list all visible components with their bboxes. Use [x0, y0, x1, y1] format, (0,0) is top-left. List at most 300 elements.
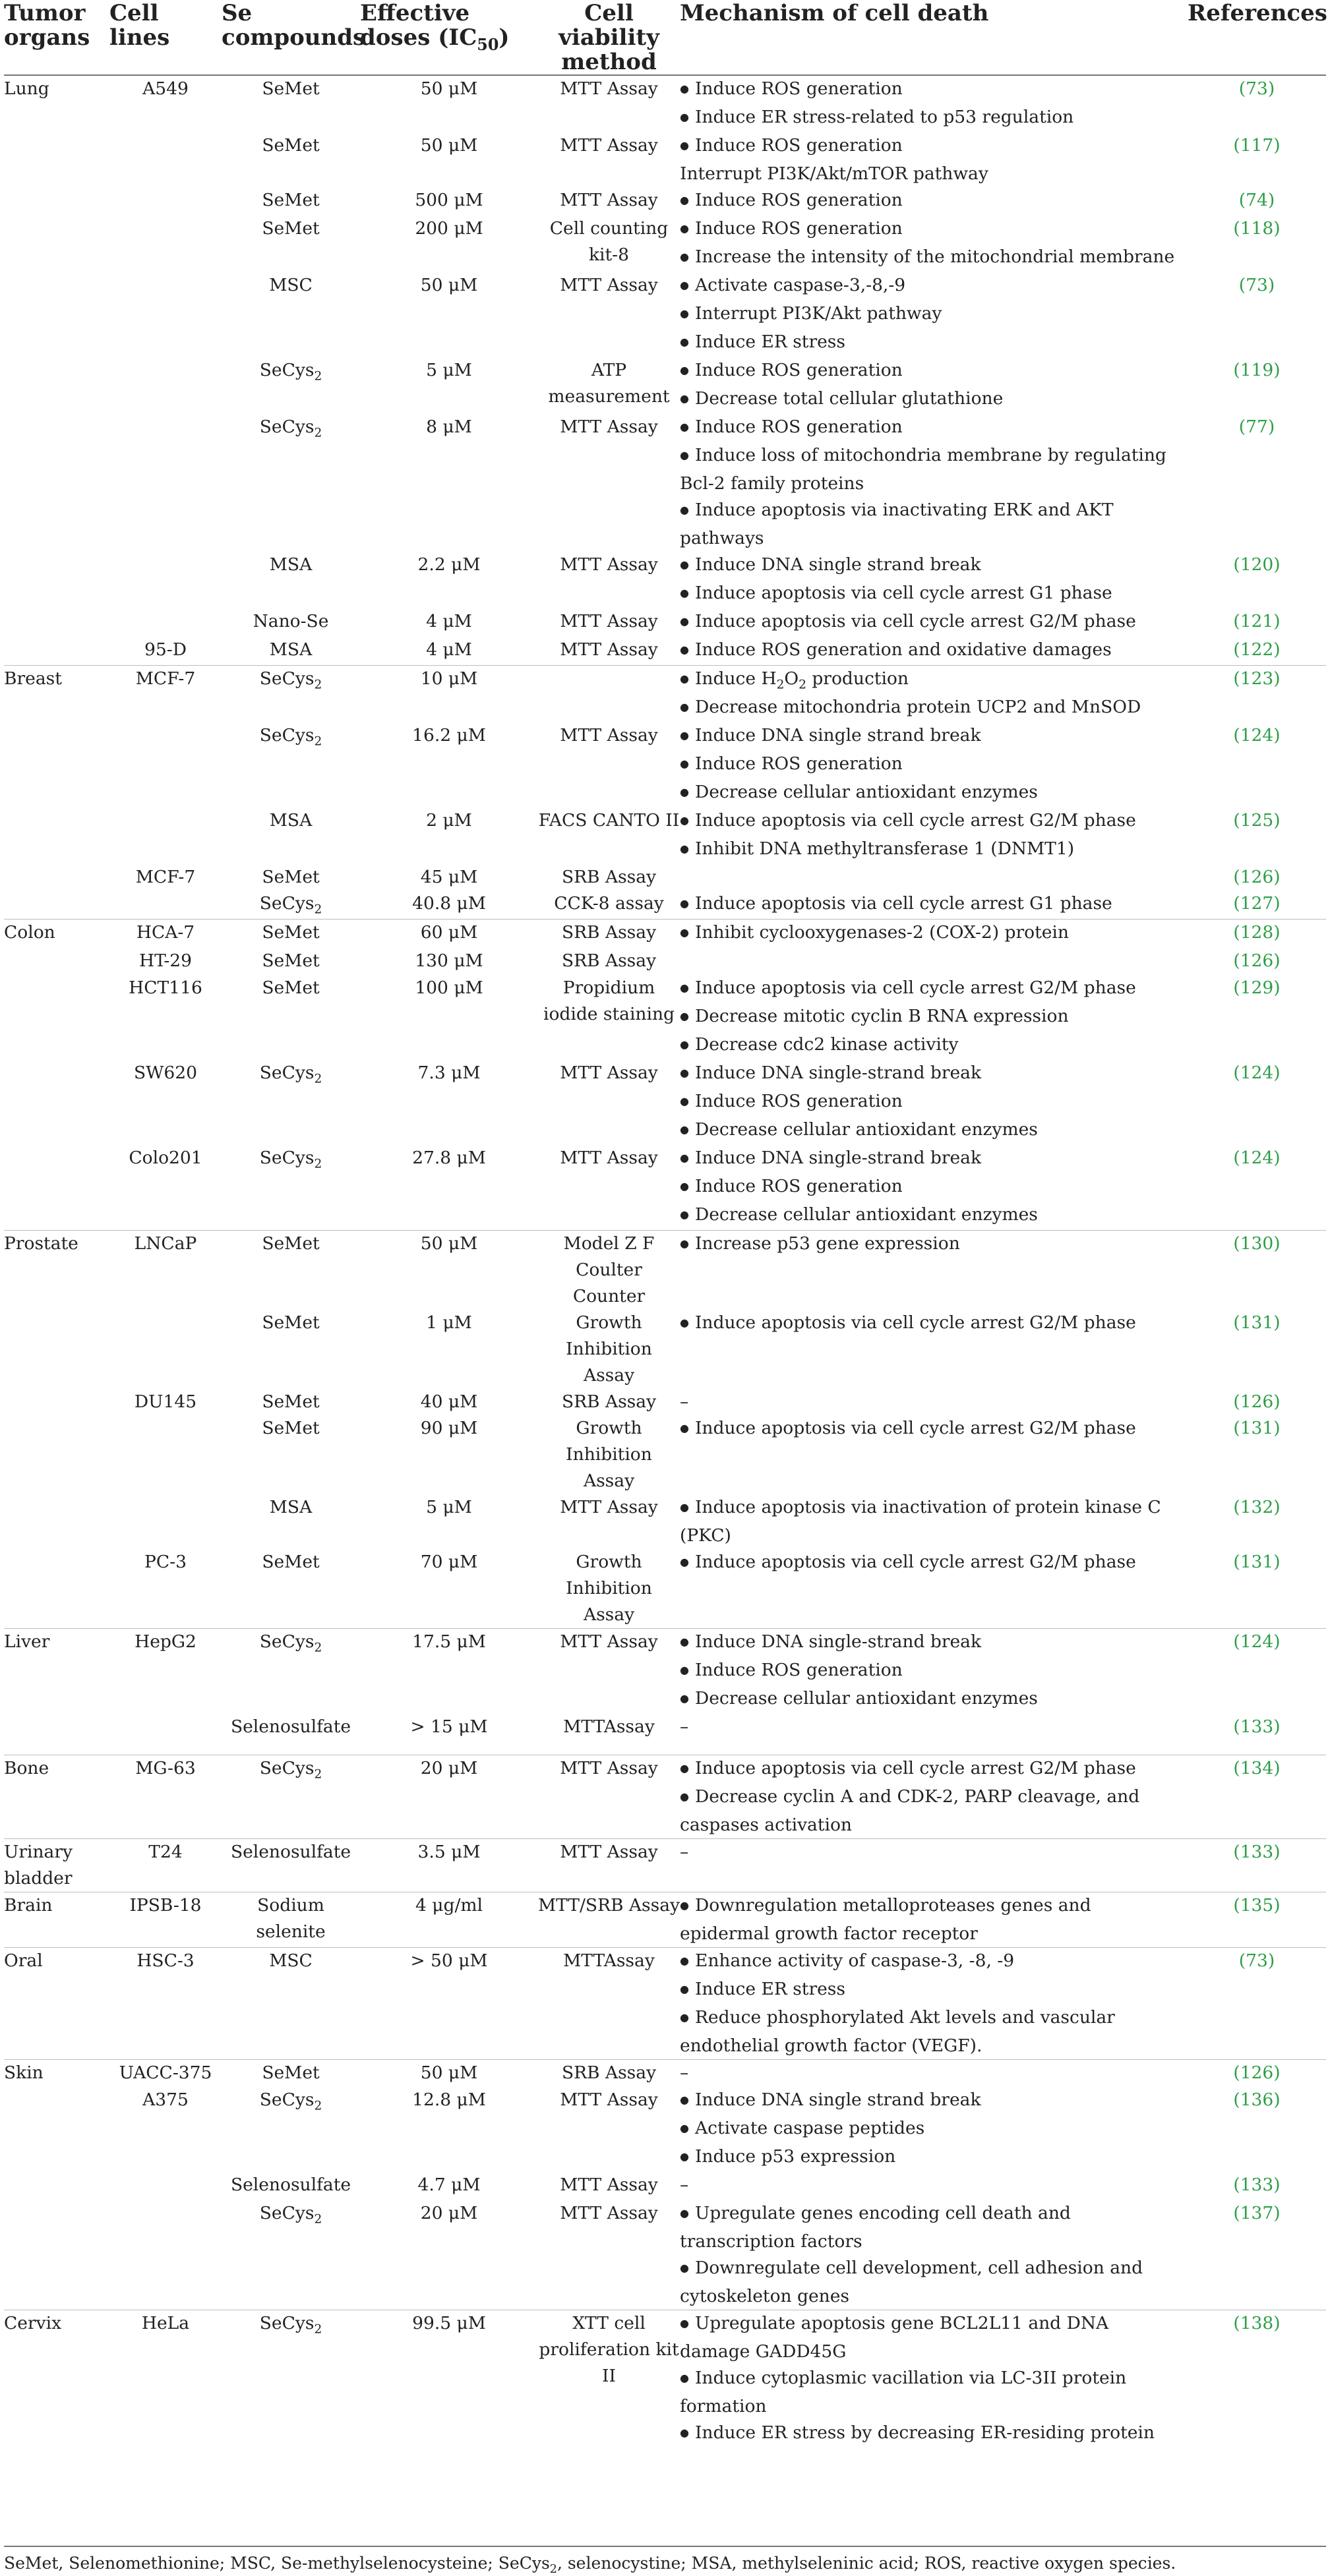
cell-mechanism — [680, 2059, 1188, 2087]
cell-effective-dose: 16.2 μM — [412, 725, 486, 746]
mechanism-item: ● Induce apoptosis via cell cycle arrest G1 phase — [680, 891, 1181, 919]
cell-viability-method: MTT Assay — [560, 1063, 658, 1083]
table-row — [4, 637, 1326, 666]
mechanism-item: ● Induce DNA single strand break — [680, 2087, 1181, 2115]
cell-reference-link[interactable]: (126) — [1233, 951, 1281, 971]
cell-mechanism — [680, 2200, 1188, 2310]
cell-se-compound: SeMet — [262, 1418, 320, 1438]
cell-mechanism — [680, 891, 1188, 920]
cell-cell-line: PC-3 — [144, 1552, 187, 1572]
cell-effective-dose: 5 μM — [426, 360, 472, 380]
table-body — [4, 75, 1326, 2448]
cell-effective-dose: 2.2 μM — [417, 554, 481, 575]
cell-effective-dose: 99.5 μM — [360, 2310, 538, 2449]
cell-cell-line — [109, 1714, 222, 1755]
table-row — [4, 2310, 1326, 2449]
table-row — [4, 864, 1326, 891]
header-effective-doses: Effective doses $(IC_{50})$ — [360, 0, 538, 75]
table-row — [4, 1415, 1326, 1494]
cell-viability-method: SRB Assay — [538, 920, 680, 949]
cell-reference-link[interactable]: (133) — [1233, 2175, 1281, 2195]
cell-reference-link[interactable]: (77) — [1238, 417, 1275, 437]
cell-tumor-organ — [4, 552, 109, 608]
cell-cell-line: HCT116 — [129, 978, 202, 998]
table-row — [4, 1755, 1326, 1838]
mechanism-item: Interrupt PI3K/Akt/mTOR pathway — [680, 163, 988, 184]
cell-tumor-organ — [4, 216, 109, 272]
mechanism-item: ● Upregulate genes encoding cell death and transcription factors — [680, 2200, 1181, 2255]
cell-effective-dose: 40.8 μM — [412, 893, 486, 914]
cell-effective-dose: 8 μM — [426, 417, 472, 437]
cell-reference-link[interactable]: (131) — [1233, 1418, 1281, 1438]
cell-cell-line: UACC-375 — [109, 2059, 222, 2087]
cell-effective-dose: 45 μM — [420, 867, 478, 887]
cell-tumor-organ — [4, 1145, 109, 1231]
cell-viability-method: XTT cell proliferation kit II — [538, 2310, 680, 2449]
cell-cell-line: SW620 — [134, 1063, 197, 1083]
table-row — [4, 132, 1326, 187]
cell-viability-method: Growth Inhibition Assay — [566, 1418, 652, 1491]
mechanism-item: ● Induce apoptosis via cell cycle arrest G2/M phase — [680, 1310, 1181, 1338]
cell-reference-link[interactable]: (124) — [1233, 1063, 1281, 1083]
cell-mechanism — [680, 1714, 1188, 1755]
cell-tumor-organ: Urinary bladder — [4, 1838, 109, 1892]
table-row — [4, 1892, 1326, 1947]
cell-cell-line: HCA-7 — [109, 920, 222, 949]
cell-viability-method: MTTAssay — [538, 1947, 680, 2059]
cell-se-compound: SeMet — [262, 978, 320, 998]
cell-tumor-organ — [4, 1415, 109, 1494]
cell-effective-dose: 50 μM — [420, 275, 478, 295]
cell-tumor-organ — [4, 2200, 109, 2310]
mechanism-item: ● Induce ER stress-related to p53 regulation — [680, 104, 1181, 132]
cell-tumor-organ: Oral — [4, 1947, 109, 2059]
table-footnote: SeMet, Selenomethionine; MSC, Se-methylselenocysteine; SeCys$_2$, selenocystine; MSA, methylseleninic acid; ROS, reactive oxygen species. — [4, 2546, 1326, 2573]
mechanism-item: ● Induce apoptosis via cell cycle arrest G2/M phase — [680, 975, 1181, 1003]
cell-mechanism — [680, 1415, 1188, 1494]
mechanism-item: ● Decrease cellular antioxidant enzymes — [680, 779, 1181, 807]
cell-viability-method: MTT Assay — [560, 639, 658, 660]
cell-effective-dose: 27.8 μM — [412, 1148, 486, 1168]
table-row — [4, 1231, 1326, 1310]
mechanism-item: ● Induce ROS generation — [680, 187, 1181, 216]
cell-mechanism — [680, 722, 1188, 807]
mechanism-item: ● Induce cytoplasmic vacillation via LC-3II protein formation — [680, 2365, 1181, 2420]
cell-viability-method: SRB Assay — [561, 867, 657, 887]
mechanism-item: ● Induce ROS generation — [680, 751, 1181, 779]
table-row — [4, 357, 1326, 414]
header-se-compounds: Se compounds — [222, 0, 360, 75]
mechanism-item: ● Decrease total cellular glutathione — [680, 386, 1181, 414]
cell-reference-link[interactable]: (134) — [1188, 1755, 1326, 1838]
cell-reference-link[interactable]: (131) — [1233, 1312, 1281, 1333]
cell-tumor-organ: Skin — [4, 2059, 109, 2087]
cell-reference-link[interactable]: (124) — [1233, 725, 1281, 746]
cell-reference-link[interactable]: (124) — [1233, 1148, 1281, 1168]
cell-se-compound: Selenosulfate — [230, 2175, 351, 2195]
cell-cell-line: HSC-3 — [109, 1947, 222, 2059]
table-row — [4, 920, 1326, 949]
cell-cell-line — [109, 272, 222, 357]
mechanism-item: ● Activate caspase-3,-8,-9 — [680, 272, 1181, 301]
cell-effective-dose: 7.3 μM — [417, 1063, 481, 1083]
cell-se-compound: SeMet — [222, 920, 360, 949]
cell-effective-dose: > 50 μM — [360, 1947, 538, 2059]
table-row — [4, 187, 1326, 216]
table-row — [4, 1947, 1326, 2059]
cell-viability-method: MTT Assay — [560, 554, 658, 575]
cell-reference-link[interactable]: (119) — [1233, 360, 1281, 380]
cell-tumor-organ — [4, 637, 109, 666]
cell-mechanism — [680, 864, 1188, 891]
table-row — [4, 2059, 1326, 2087]
table-row — [4, 2200, 1326, 2310]
header-tumor-organs: Tumor organs — [4, 0, 109, 75]
cell-viability-method: Propidium iodide staining — [543, 978, 675, 1024]
mechanism-item: ● Decrease cyclin A and CDK-2, PARP cleavage, and caspases activation — [680, 1784, 1181, 1838]
mechanism-item: ● Induce apoptosis via inactivation of protein kinase C (PKC) — [680, 1494, 1181, 1549]
cell-effective-dose: 4.7 μM — [417, 2175, 481, 2195]
table-row — [4, 1145, 1326, 1231]
cell-mechanism — [680, 132, 1188, 187]
cell-viability-method: SRB Assay — [561, 951, 657, 971]
cell-effective-dose: 1 μM — [426, 1312, 472, 1333]
cell-viability-method: Growth Inhibition Assay — [566, 1312, 652, 1386]
cell-mechanism — [680, 357, 1188, 414]
header-references: References — [1188, 0, 1326, 75]
cell-tumor-organ: Colon — [4, 920, 109, 949]
cell-reference-link[interactable]: (123) — [1188, 666, 1326, 723]
table-row — [4, 1629, 1326, 1714]
cell-tumor-organ — [4, 722, 109, 807]
cell-mechanism — [680, 1947, 1188, 2059]
cell-reference-link[interactable]: (127) — [1233, 893, 1281, 914]
cell-effective-dose: 130 μM — [415, 951, 483, 971]
table-row — [4, 1389, 1326, 1415]
mechanism-item: ● Decrease mitotic cyclin B RNA expression — [680, 1003, 1181, 1032]
cell-reference-link[interactable]: (137) — [1233, 2203, 1281, 2223]
mechanism-item: ● Induce ROS generation — [680, 1657, 1181, 1685]
cell-effective-dose: 2 μM — [426, 810, 472, 831]
table-row — [4, 666, 1326, 723]
cell-effective-dose: 200 μM — [415, 218, 483, 239]
cell-reference-link[interactable]: (138) — [1188, 2310, 1326, 2449]
cell-mechanism — [680, 187, 1188, 216]
mechanism-item: ● Induce ROS generation — [680, 357, 1181, 386]
cell-reference-link[interactable]: (133) — [1233, 1716, 1281, 1737]
cell-se-compound: SeMet — [262, 1312, 320, 1333]
header-mechanism: Mechanism of cell death — [680, 0, 1188, 75]
table-row — [4, 948, 1326, 975]
cell-se-compound: Selenosulfate — [230, 1716, 351, 1737]
cell-tumor-organ: Bone — [4, 1755, 109, 1838]
cell-tumor-organ — [4, 1494, 109, 1549]
header-row — [4, 0, 1326, 75]
table-row — [4, 216, 1326, 272]
cell-reference-link[interactable]: (73) — [1188, 75, 1326, 132]
cell-mechanism — [680, 1892, 1188, 1947]
cell-mechanism — [680, 75, 1188, 132]
cell-effective-dose: 10 μM — [360, 666, 538, 723]
table-row — [4, 1549, 1326, 1629]
cell-mechanism — [680, 1310, 1188, 1389]
cell-effective-dose: 4 μg/ml — [360, 1892, 538, 1947]
cell-mechanism — [680, 637, 1188, 666]
mechanism-item: ● Decrease cellular antioxidant enzymes — [680, 1202, 1181, 1230]
cell-viability-method: MTT Assay — [538, 1629, 680, 1714]
mechanism-item: ● Induce ER stress — [680, 1976, 1181, 2005]
cell-tumor-organ — [4, 1060, 109, 1145]
cell-mechanism — [680, 216, 1188, 272]
cell-tumor-organ: Lung — [4, 75, 109, 132]
mechanism-item: ● Downregulate cell development, cell adhesion and cytoskeleton genes — [680, 2255, 1181, 2310]
cell-se-compound: SeCys$_2$ — [259, 1148, 322, 1171]
header-cell-lines: Cell lines — [109, 0, 222, 75]
cell-mechanism — [680, 1060, 1188, 1145]
cell-se-compound: SeMet — [222, 1231, 360, 1310]
cell-reference-link[interactable]: (131) — [1233, 1552, 1281, 1572]
table-row — [4, 1494, 1326, 1549]
cell-tumor-organ — [4, 948, 109, 975]
mechanism-item: ● Enhance activity of caspase-3, -8, -9 — [680, 1948, 1181, 1976]
cell-se-compound: SeCys$_2$ — [222, 2310, 360, 2449]
table-row — [4, 975, 1326, 1060]
cell-reference-link[interactable]: (130) — [1188, 1231, 1326, 1310]
cell-viability-method: MTT Assay — [560, 1148, 658, 1168]
cell-reference-link[interactable]: (129) — [1233, 978, 1281, 998]
cell-tumor-organ — [4, 2172, 109, 2200]
cell-se-compound: SeMet — [222, 2059, 360, 2087]
cell-reference-link[interactable]: (122) — [1233, 639, 1281, 660]
cell-mechanism — [680, 666, 1188, 723]
cell-tumor-organ — [4, 1310, 109, 1389]
cell-cell-line — [109, 187, 222, 216]
cell-tumor-organ: Breast — [4, 666, 109, 723]
cell-cell-line: Colo201 — [129, 1148, 202, 1168]
cell-reference-link[interactable]: (118) — [1233, 218, 1281, 239]
cell-viability-method: MTTAssay — [563, 1716, 655, 1737]
cell-viability-method: ATP measurement — [548, 360, 670, 407]
cell-effective-dose: 12.8 μM — [412, 2090, 486, 2110]
cell-viability-method: MTT Assay — [560, 417, 658, 437]
mechanism-item: ● Upregulate apoptosis gene BCL2L11 and DNA damage GADD45G — [680, 2310, 1181, 2365]
cell-reference-link[interactable]: (73) — [1238, 275, 1275, 295]
cell-mechanism — [680, 2087, 1188, 2172]
cell-cell-line — [109, 132, 222, 187]
cell-effective-dose: 17.5 μM — [360, 1629, 538, 1714]
cell-tumor-organ — [4, 2087, 109, 2172]
cell-cell-line: A549 — [109, 75, 222, 132]
cell-cell-line — [109, 722, 222, 807]
cell-cell-line — [109, 2172, 222, 2200]
mechanism-item: ● Induce ROS generation — [680, 1088, 1181, 1117]
mechanism-item: ● Inhibit DNA methyltransferase 1 (DNMT1) — [680, 836, 1181, 864]
cell-viability-method: MTT Assay — [560, 2090, 658, 2110]
mechanism-item: ● Decrease cellular antioxidant enzymes — [680, 1117, 1181, 1145]
mechanism-item: ● Induce ER stress by decreasing ER-residing protein — [680, 2420, 1181, 2448]
cell-cell-line: MCF-7 — [109, 666, 222, 723]
cell-effective-dose: 4 μM — [426, 639, 472, 660]
cell-cell-line — [109, 608, 222, 637]
cell-tumor-organ — [4, 357, 109, 414]
cell-effective-dose: 3.5 μM — [360, 1838, 538, 1892]
cell-viability-method: SRB Assay — [561, 1391, 657, 1412]
cell-cell-line: 95-D — [144, 639, 187, 660]
cell-se-compound: SeMet — [262, 135, 320, 156]
cell-effective-dose: 60 μM — [360, 920, 538, 949]
cell-effective-dose: 5 μM — [426, 1497, 472, 1517]
mechanism-item: ● Induce apoptosis via cell cycle arrest G2/M phase — [680, 1755, 1181, 1784]
cell-mechanism — [680, 920, 1188, 949]
cell-se-compound: MSA — [269, 639, 313, 660]
cell-reference-link[interactable]: (73) — [1188, 1947, 1326, 2059]
mechanism-item: ● Induce ROS generation — [680, 132, 1181, 161]
cell-reference-link[interactable]: (120) — [1233, 554, 1281, 575]
cell-tumor-organ: Brain — [4, 1892, 109, 1947]
cell-viability-method: MTT Assay — [560, 1497, 658, 1517]
cell-cell-line: IPSB-18 — [109, 1892, 222, 1947]
cell-mechanism — [680, 414, 1188, 552]
mechanism-item: ● Induce apoptosis via cell cycle arrest G2/M phase — [680, 608, 1181, 637]
cell-mechanism — [680, 608, 1188, 637]
cell-reference-link[interactable]: (136) — [1233, 2090, 1281, 2110]
cell-viability-method: MTT Assay — [560, 725, 658, 746]
cell-se-compound: SeMet — [262, 218, 320, 239]
mechanism-item: ● Downregulation metalloproteases genes and epidermal growth factor receptor — [680, 1892, 1181, 1947]
cell-tumor-organ — [4, 608, 109, 637]
table-row — [4, 1838, 1326, 1892]
cell-reference-link[interactable]: (121) — [1233, 611, 1281, 631]
cell-mechanism — [680, 1389, 1188, 1415]
cell-mechanism — [680, 2172, 1188, 2200]
cell-viability-method: SRB Assay — [538, 2059, 680, 2087]
cell-viability-method: MTT Assay — [560, 190, 658, 210]
cell-effective-dose: 50 μM — [420, 135, 478, 156]
cell-viability-method: MTT Assay — [560, 275, 658, 295]
table-row — [4, 552, 1326, 608]
cell-reference-link[interactable]: (126) — [1233, 867, 1281, 887]
cell-cell-line — [109, 216, 222, 272]
cell-cell-line — [109, 891, 222, 920]
mechanism-item: ● Induce DNA single strand break — [680, 722, 1181, 751]
mechanism-item: ● Increase the intensity of the mitochondrial membrane — [680, 244, 1181, 272]
mechanism-item: ● Induce DNA single-strand break — [680, 1629, 1181, 1657]
cell-reference-link[interactable]: (135) — [1188, 1892, 1326, 1947]
cell-se-compound: SeMet — [262, 190, 320, 210]
cell-viability-method: Model Z F Coulter Counter — [538, 1231, 680, 1310]
mechanism-item: ● Induce ROS generation — [680, 76, 1181, 104]
cell-effective-dose: 20 μM — [360, 1755, 538, 1838]
cell-cell-line — [109, 1415, 222, 1494]
cell-cell-line: A375 — [142, 2090, 189, 2110]
table-row — [4, 2172, 1326, 2200]
header-cell-viability-method: Cell viability method — [538, 0, 680, 75]
cell-mechanism — [680, 1494, 1188, 1549]
mechanism-item: ● Induce DNA single-strand break — [680, 1145, 1181, 1173]
mechanism-item: ● Reduce phosphorylated Akt levels and vascular endothelial growth factor (VEGF). — [680, 2005, 1181, 2059]
cell-reference-link[interactable]: (124) — [1188, 1629, 1326, 1714]
cell-cell-line: MG-63 — [109, 1755, 222, 1838]
cell-reference-link[interactable]: (74) — [1238, 190, 1275, 210]
cell-mechanism — [680, 1145, 1188, 1231]
mechanism-item: ● Induce loss of mitochondria membrane by regulating Bcl-2 family proteins — [680, 442, 1181, 497]
cell-viability-method: Cell counting kit-8 — [549, 218, 669, 265]
mechanism-item: ● Induce apoptosis via cell cycle arrest G1 phase — [680, 580, 1181, 608]
cell-tumor-organ: Cervix — [4, 2310, 109, 2449]
cell-reference-link[interactable]: (125) — [1233, 810, 1281, 831]
cell-se-compound: Nano-Se — [253, 611, 329, 631]
cell-effective-dose: 20 μM — [420, 2203, 478, 2223]
cell-effective-dose: 4 μM — [426, 611, 472, 631]
cell-reference-link[interactable]: (117) — [1233, 135, 1281, 156]
cell-effective-dose: > 15 μM — [410, 1716, 488, 1737]
cell-cell-line: HT-29 — [138, 951, 193, 971]
cell-viability-method: MTT/SRB Assay — [538, 1892, 680, 1947]
cell-viability-method: Growth Inhibition Assay — [566, 1552, 652, 1625]
cell-se-compound: SeCys$_2$ — [259, 417, 322, 440]
cell-viability-method: MTT Assay — [560, 2203, 658, 2223]
cell-mechanism — [680, 1755, 1188, 1838]
cell-reference-link[interactable]: (132) — [1233, 1497, 1281, 1517]
cell-reference-link[interactable]: (126) — [1188, 2059, 1326, 2087]
mechanism-item: ● Induce p53 expression — [680, 2144, 1181, 2172]
cell-se-compound: MSA — [269, 810, 313, 831]
cell-viability-method: MTT Assay — [560, 2175, 658, 2195]
table-row — [4, 272, 1326, 357]
mechanism-item: ● Induce apoptosis via cell cycle arrest G2/M phase — [680, 807, 1181, 836]
cell-cell-line: HeLa — [109, 2310, 222, 2449]
cell-viability-method: MTT Assay — [538, 1755, 680, 1838]
cell-cell-line — [109, 552, 222, 608]
cell-se-compound: SeCys$_2$ — [259, 1063, 322, 1086]
mechanism-item: ● Induce apoptosis via cell cycle arrest G2/M phase — [680, 1549, 1181, 1577]
cell-se-compound: Sodium selenite — [222, 1892, 360, 1947]
mechanism-item: ● Activate caspase peptides — [680, 2115, 1181, 2144]
cell-se-compound: SeMet — [262, 867, 320, 887]
cell-cell-line — [109, 807, 222, 864]
mechanism-item: – — [680, 2062, 689, 2083]
cell-se-compound: SeCys$_2$ — [259, 725, 322, 749]
mechanism-item: ● Induce ER stress — [680, 329, 1181, 357]
cell-mechanism — [680, 948, 1188, 975]
mechanism-item: ● Induce $H_2O_2$ production — [680, 666, 1181, 694]
cell-viability-method: FACS CANTO II — [538, 810, 680, 831]
cell-tumor-organ: Prostate — [4, 1231, 109, 1310]
cell-reference-link[interactable]: (128) — [1188, 920, 1326, 949]
mechanism-item: ● Induce DNA single strand break — [680, 552, 1181, 580]
mechanism-item: ● Induce ROS generation and oxidative damages — [680, 637, 1181, 665]
cell-mechanism — [680, 2310, 1188, 2449]
cell-effective-dose: 70 μM — [420, 1552, 478, 1572]
cell-viability-method: MTT Assay — [560, 611, 658, 631]
cell-effective-dose: 500 μM — [415, 190, 483, 210]
mechanism-item: ● Induce ROS generation — [680, 414, 1181, 442]
cell-cell-line: HepG2 — [109, 1629, 222, 1714]
table-row — [4, 608, 1326, 637]
cell-tumor-organ — [4, 132, 109, 187]
cell-effective-dose: 50 μM — [360, 75, 538, 132]
cell-se-compound: MSA — [269, 1497, 313, 1517]
cell-tumor-organ — [4, 1549, 109, 1629]
mechanism-item: – — [680, 1716, 689, 1737]
cell-cell-line: DU145 — [134, 1391, 197, 1412]
cell-reference-link[interactable]: (126) — [1233, 1391, 1281, 1412]
cell-viability-method: MTT Assay — [538, 75, 680, 132]
cell-se-compound: MSC — [269, 275, 313, 295]
mechanism-item: ● Induce apoptosis via cell cycle arrest G2/M phase — [680, 1415, 1181, 1444]
cell-reference-link[interactable]: (133) — [1188, 1838, 1326, 1892]
mechanism-item: ● Induce apoptosis via inactivating ERK and AKT pathways — [680, 497, 1181, 552]
